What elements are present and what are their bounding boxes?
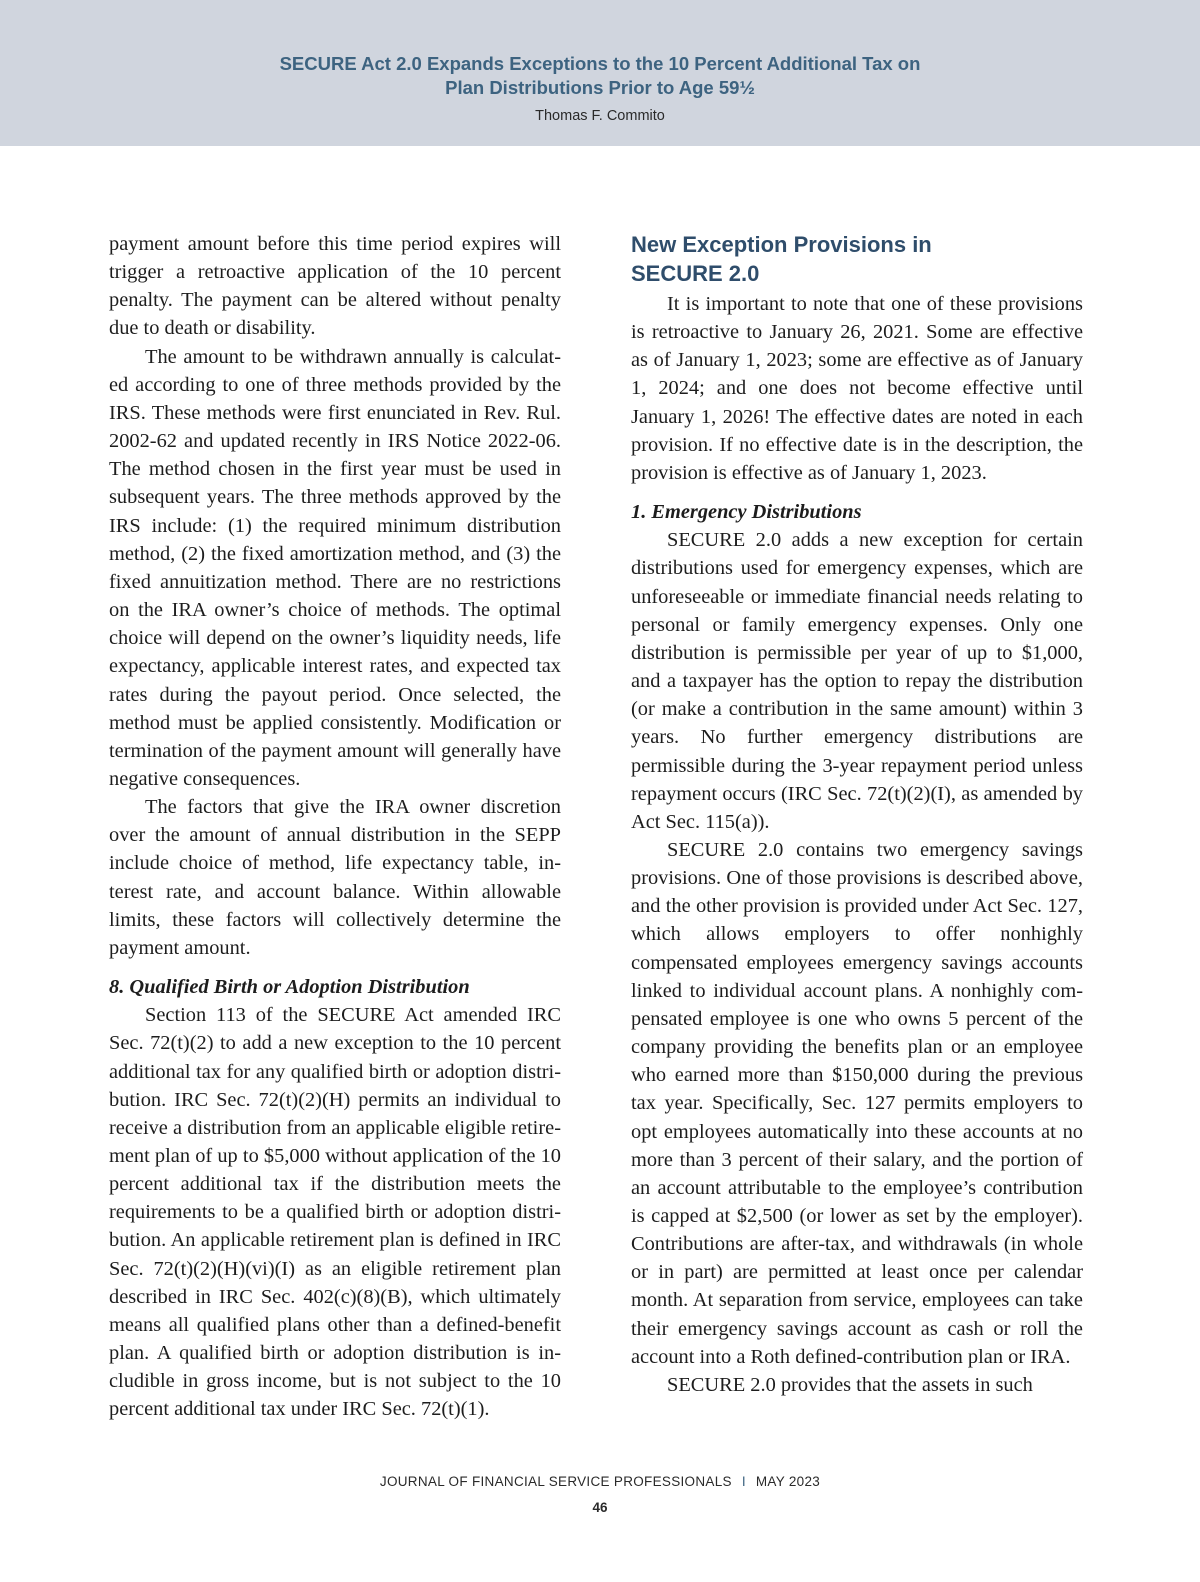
- page-footer: [0, 1474, 1200, 1489]
- paragraph: payment amount before this time period expires will trigger a retroactive application of the 10 percent penalty. The payment can be altered without penalty due to death or disability.: [109, 233, 561, 340]
- issue-date: MAY 2023: [755, 1474, 821, 1489]
- section-heading-line-2: SECURE 2.0: [631, 261, 760, 286]
- article-title: [0, 52, 1200, 100]
- subsection-heading: 1. Emergency Distributions: [631, 501, 862, 524]
- right-column: [631, 230, 1083, 1399]
- paragraph: Section 113 of the SECURE Act amended IRC Sec. 72(t)(2) to add a new exception to the 10 percent additional tax for any qualified birth or adoption distribution. IRC Sec. 72(t)(2)(H) permits an individual to receive a distribution from an applicable eligible retirement plan of up to $5,000 without application of the 10 percent additional tax if the distribution meets the requirements to be a qualified birth or adoption distribution. An applicable retirement plan is defined in IRC Sec. 72(t)(2)(H)(vi)(I) as an eligible retirement plan described in IRC Sec. 402(c)(8)(B), which ultimately means all qualified plans other than a defined-benefit plan. A qualified birth or adoption distribution is includible in gross income, but is not subject to the 10 percent additional tax under IRC Sec. 72(t)(1).: [109, 1004, 561, 1421]
- paragraph: SECURE 2.0 adds a new exception for certain distributions used for emergency expenses, which are unforeseeable or immediate financial needs relating to personal or family emergency expenses. Only one distribution is permissible per year of up to $1,000, and a taxpayer has the option to repay the distribution (or make a contribution in the same amount) within 3 years. No further emergency distributions are permissible during the 3-year repayment period unless repayment occurs (IRC Sec. 72(t)(2)(I), as amended by Act Sec. 115(a)).: [631, 529, 1083, 833]
- paragraph: It is important to note that one of these provisions is retroactive to January 26, 2021. Some are effective as of January 1, 2023; some are effective as of January 1, 2024; and one does not become effective until January 1, 2026! The effective dates are noted in each provision. If no effective date is in the description, the provision is effective as of January 1, 2023.: [631, 293, 1083, 484]
- article-title-line-2: Plan Distributions Prior to Age 59½: [445, 77, 755, 98]
- page-header: [0, 0, 1200, 146]
- paragraph: The amount to be withdrawn annually is calculated according to one of three methods provided by the IRS. These methods were first enunciated in Rev. Rul. 2002-62 and updated recently in IRS Notice 2022-06. The method chosen in the first year must be used in subsequent years. The three methods approved by the IRS include: (1) the required minimum distribution method, (2) the fixed amortization method, and (3) the fixed annuitization method. There are no restrictions on the IRA owner’s choice of methods. The optimal choice will depend on the owner’s liquidity needs, life expectancy, applicable interest rates, and expected tax rates during the payout period. Once selected, the method must be applied consistently. Modification or termination of the payment amount will generally have negative consequences.: [109, 345, 561, 790]
- section-heading: [631, 230, 1083, 288]
- subsection-heading: 8. Qualified Birth or Adoption Distribution: [109, 976, 470, 999]
- page-number: 46: [592, 1500, 608, 1515]
- paragraph: SECURE 2.0 contains two emergency savings provisions. One of those provisions is described above, and the other provision is provided under Act Sec. 127, which allows employers to offer nonhighly compensated employees emergency savings accounts linked to individual account plans. A nonhighly compensated employee is one who owns 5 percent of the company providing the benefits plan or an employee who earned more than $150,000 during the previous tax year. Specifically, Sec. 127 permits employers to opt employees automatically into these accounts at no more than 3 percent of their salary, and the portion of an account attributable to the employee’s contribution is capped at $2,500 (or lower as set by the employer). Contributions are after-tax, and withdrawals (in whole or in part) are permitted at least once per calendar month. At separation from service, employees can take their emergency savings account as cash or roll the account into a Roth defined-contribution plan or IRA.: [631, 838, 1083, 1368]
- article-author: Thomas F. Commito: [535, 108, 665, 124]
- paragraph: SECURE 2.0 provides that the assets in such: [667, 1373, 1033, 1396]
- left-column: [109, 230, 561, 1424]
- section-heading-line-1: New Exception Provisions in: [631, 232, 932, 257]
- footer-separator: I: [741, 1474, 746, 1489]
- paragraph: The factors that give the IRA owner discretion over the amount of annual distribution in the SEPP include choice of method, life expectancy table, interest rate, and account balance. Within allowable limits, these factors will collectively determine the payment amount.: [109, 796, 561, 959]
- article-title-line-1: SECURE Act 2.0 Expands Exceptions to the 10 Percent Additional Tax on: [279, 53, 921, 74]
- journal-name: JOURNAL OF FINANCIAL SERVICE PROFESSIONALS: [379, 1474, 732, 1489]
